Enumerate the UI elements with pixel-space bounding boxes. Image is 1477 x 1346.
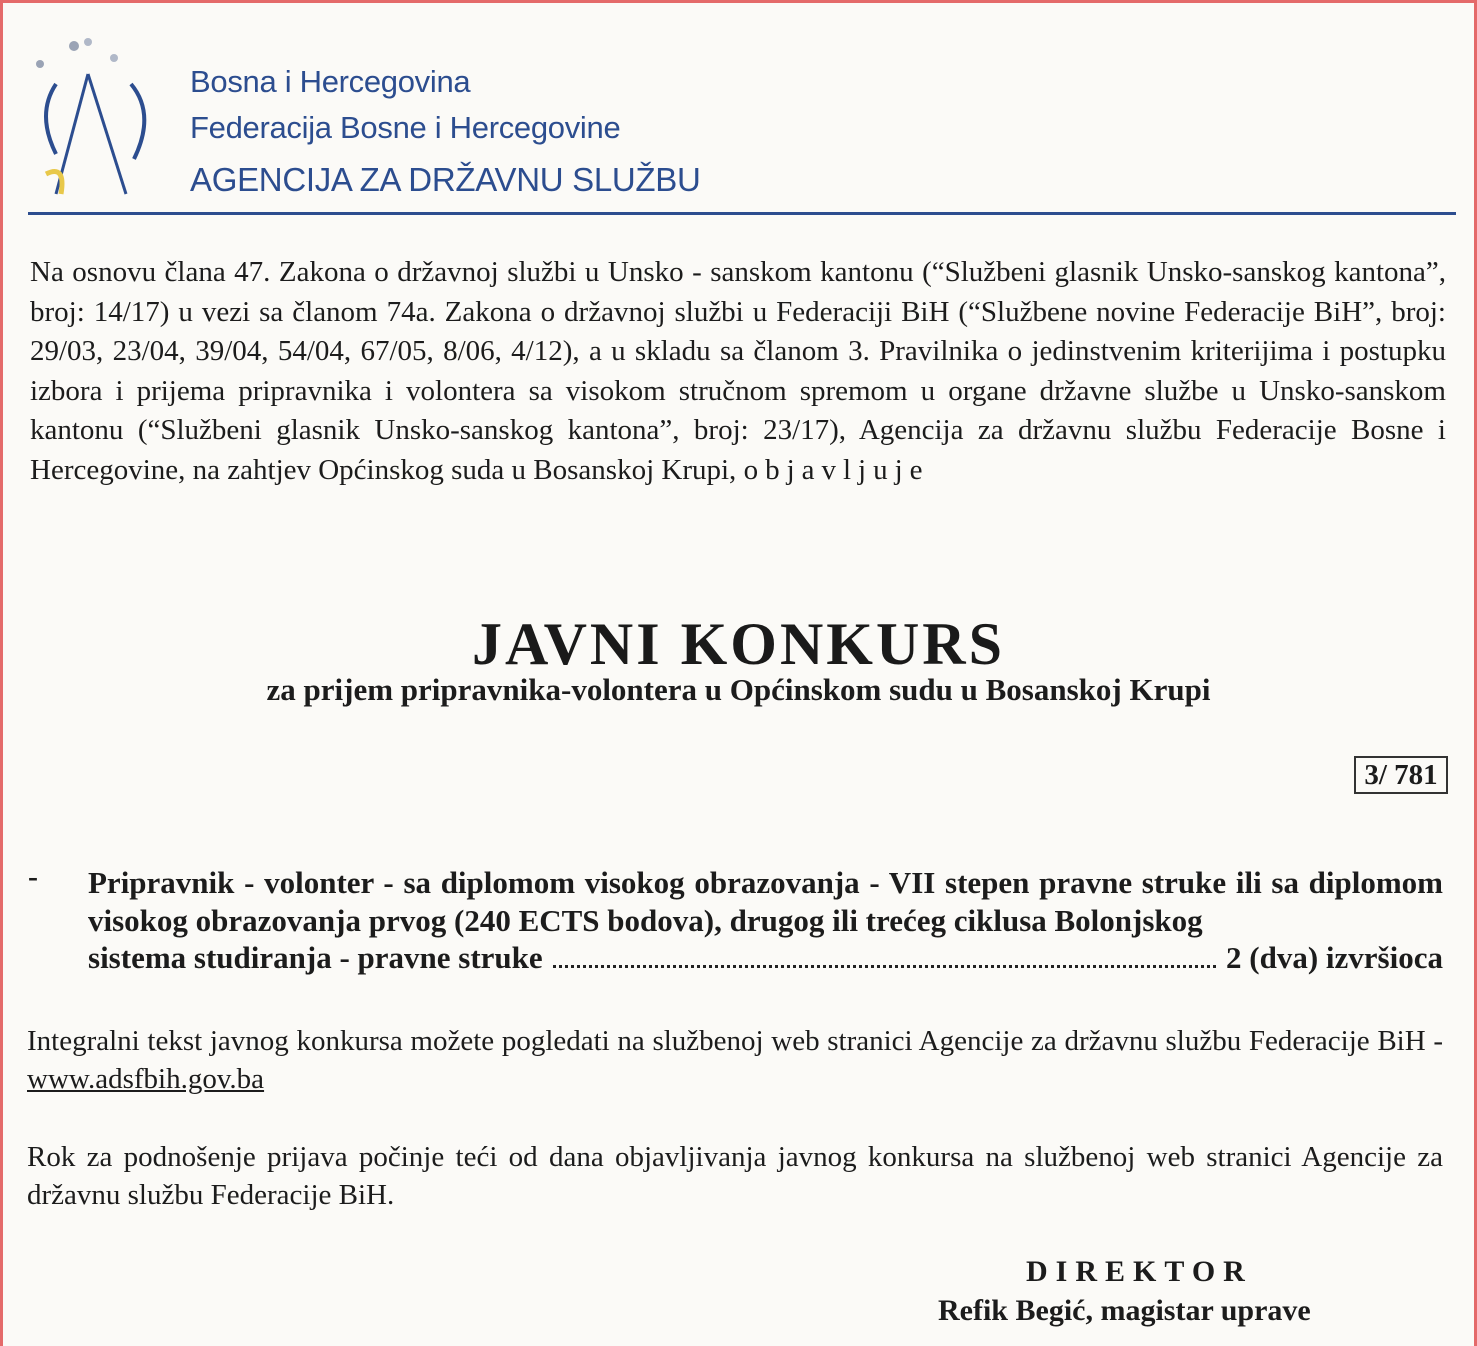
- frame-top-border: [0, 0, 1477, 3]
- position-last-line-text: sistema studiranja - pravne struke: [88, 940, 543, 975]
- deadline-paragraph: Rok za podnošenje prijava počinje teći od dana objavljivanja javnog konkursa na službenoj web stranici Agencije za državnu službu Federacije BiH.: [27, 1141, 1443, 1211]
- info-paragraph: [27, 1022, 1443, 1098]
- header-rule: [28, 212, 1456, 215]
- agency-logo: [26, 34, 166, 204]
- intro-verb: objavljuje: [743, 453, 930, 486]
- reference-number: 3/ 781: [1354, 756, 1448, 794]
- page-subtitle: za prijem pripravnika-volontera u Općinskom sudu u Bosanskoj Krupi: [266, 672, 1211, 707]
- signature-title: DIREKTOR: [1026, 1255, 1253, 1288]
- position-count: 2 (dva) izvršioca: [1226, 940, 1443, 975]
- website-link[interactable]: www.adsfbih.gov.ba: [27, 1063, 265, 1095]
- intro-text: Na osnovu člana 47. Zakona o državnoj službi u Unsko - sanskom kantonu (“Službeni glasnik Unsko-sanskog kantona”, broj: 14/17) u vezi sa članom 74a. Zakona o državnoj službi u Federaciji BiH (“Službene novine Federacije BiH”, broj: 29/03, 23/04, 39/04, 54/04, 67/05, 8/06, 4/12), a u skladu sa članom 3. Pravilnika o jedinstvenim kriterijima i postupku izbora i prijema pripravnika i volontera sa visokom stručnom spremom u organe državne službe u Unsko-sanskom kantonu (“Službeni glasnik Unsko-sanskog kantona”, broj: 23/17), Agencija za državnu službu Federacije Bosne i Hercegovine, na zahtjev Općinskog suda u Bosanskoj Krupi,: [30, 256, 1446, 486]
- list-bullet: -: [28, 860, 38, 893]
- position-last-line: [88, 940, 1443, 980]
- position-description: Pripravnik - volonter - sa diplomom visokog obrazovanja - VII stepen pravne struke ili sa diplomom visokog obrazovanja prvog (240 ECTS bodova), drugog ili trećeg ciklusa Bolonjskog: [88, 865, 1443, 938]
- page-title: JAVNI KONKURS: [472, 611, 1005, 677]
- info-text: Integralni tekst javnog konkursa možete pogledati na službenoj web stranici Agencije za državnu službu Federacije BiH -: [27, 1025, 1443, 1057]
- signature-name: Refik Begić, magistar uprave: [938, 1294, 1311, 1327]
- header-country: Bosna i Hercegovina: [190, 64, 471, 99]
- intro-paragraph: [30, 253, 1446, 490]
- header-agency: AGENCIJA ZA DRŽAVNU SLUŽBU: [190, 161, 701, 198]
- header-federation: Federacija Bosne i Hercegovine: [190, 110, 621, 145]
- dot-leader: [553, 947, 1216, 968]
